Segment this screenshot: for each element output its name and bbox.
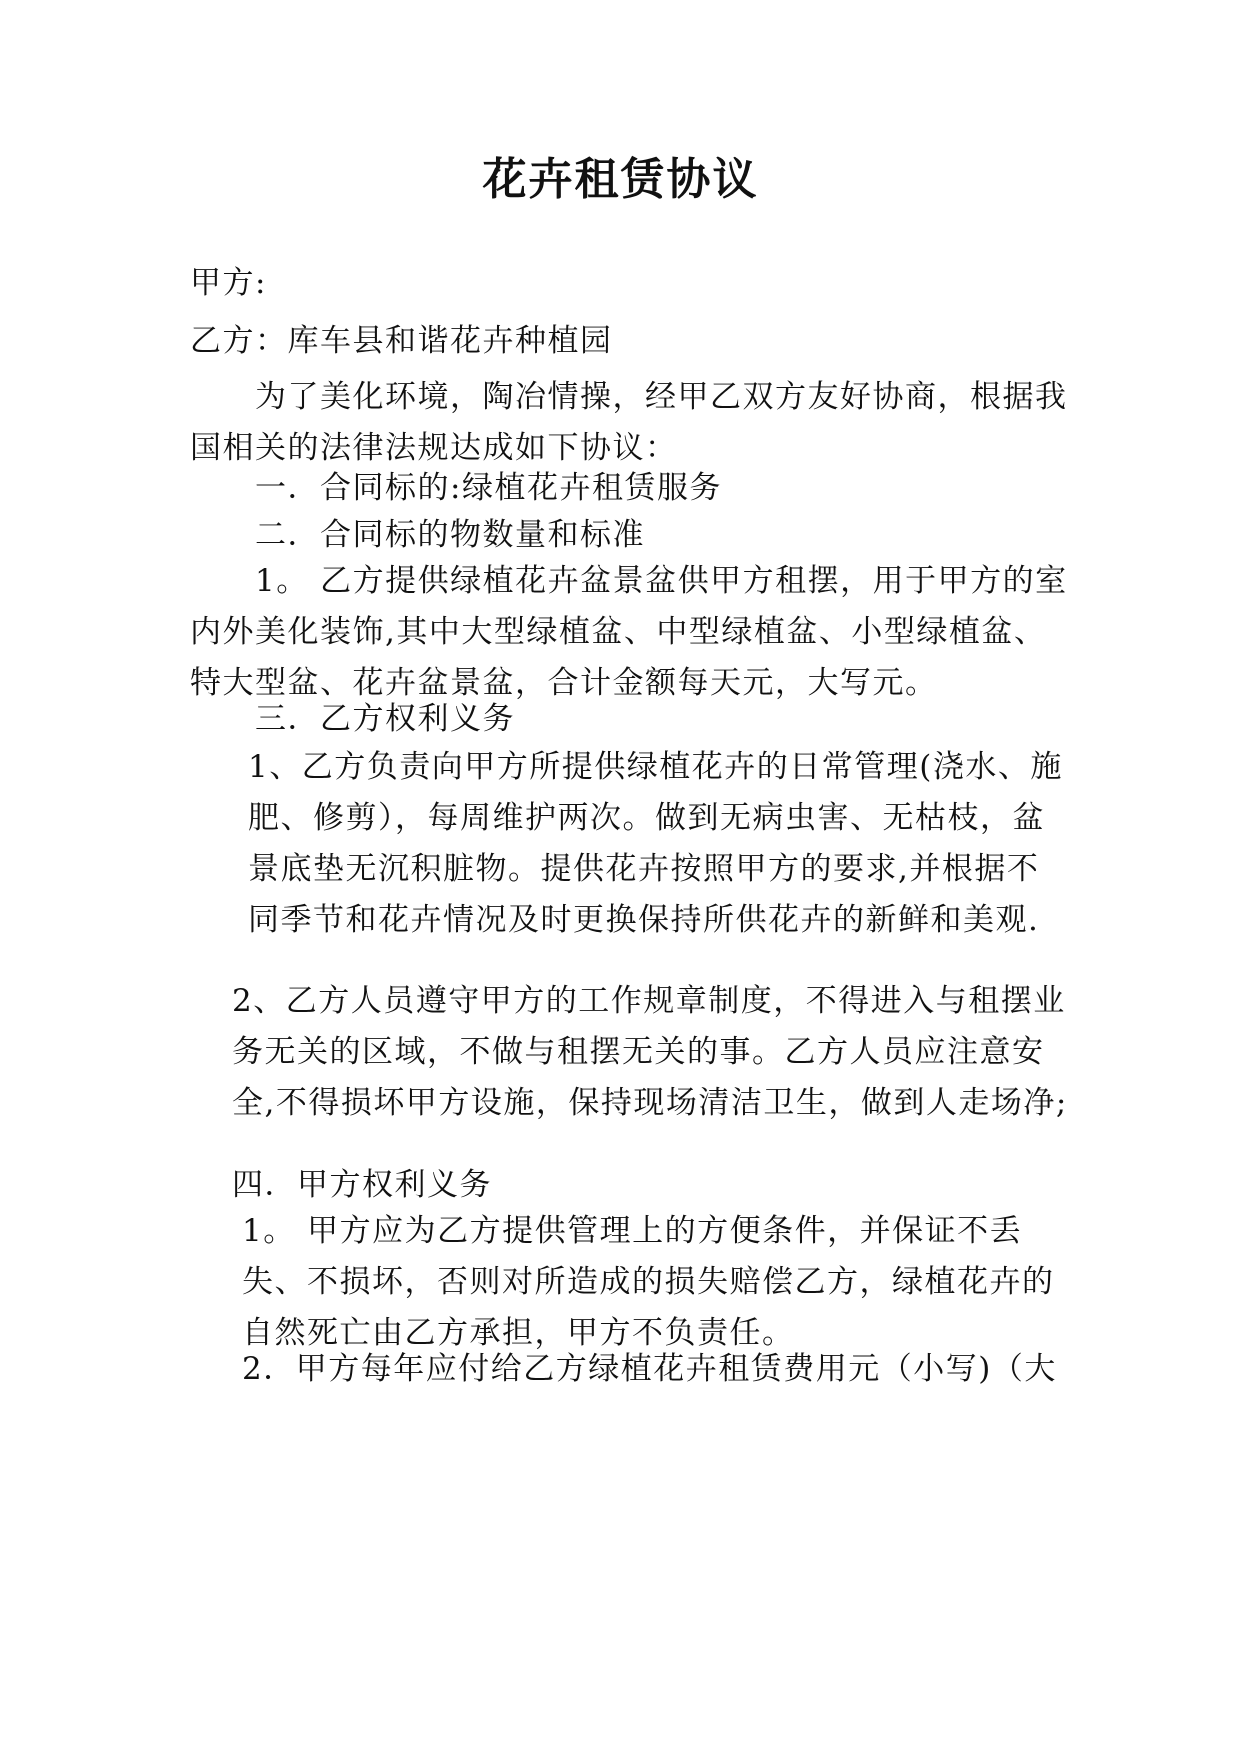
document-title: 花卉租赁协议 — [482, 154, 759, 205]
section-4-item-2: 2．甲方每年应付给乙方绿植花卉租赁费用元（小写)（大 — [242, 1351, 1057, 1387]
preamble-paragraph: 为了美化环境，陶冶情操，经甲乙双方友好协商，根据我国相关的法律法规达成如下协议： — [190, 379, 1068, 466]
section-1-heading: 一．合同标的:绿植花卉租赁服务 — [255, 470, 722, 506]
section-3-heading: 三．乙方权利义务 — [255, 701, 515, 737]
section-4-item-1: 1。 甲方应为乙方提供管理上的方便条件，并保证不丢失、不损坏，否则对所造成的损失赔偿乙方，绿植花卉的自然死亡由乙方承担，甲方不负责任。 — [242, 1213, 1055, 1351]
party-a-line: 甲方: — [190, 265, 267, 301]
section-2-item-1: 1。 乙方提供绿植花卉盆景盆供甲方租摆，用于甲方的室内外美化装饰,其中大型绿植盆、中型绿植盆、小型绿植盆、特大型盆、花卉盆景盆，合计金额每天元，大写元。 — [190, 563, 1068, 701]
section-3-item-2: 2、乙方人员遵守甲方的工作规章制度，不得进入与租摆业务无关的区域，不做与租摆无关的事。乙方人员应注意安全,不得损坏甲方设施，保持现场清洁卫生，做到人走场净; — [232, 983, 1068, 1121]
section-4-heading: 四．甲方权利义务 — [232, 1167, 492, 1203]
section-2-heading: 二．合同标的物数量和标准 — [255, 517, 645, 553]
section-3-item-1: 1、乙方负责向甲方所提供绿植花卉的日常管理(浇水、施肥、修剪），每周维护两次。做到无病虫害、无枯枝，盆景底垫无沉积脏物。提供花卉按照甲方的要求,并根据不同季节和花卉情况及时更换保持所供花卉的新鲜和美观. — [248, 749, 1063, 938]
party-b-line: 乙方：库车县和谐花卉种植园 — [190, 323, 613, 359]
